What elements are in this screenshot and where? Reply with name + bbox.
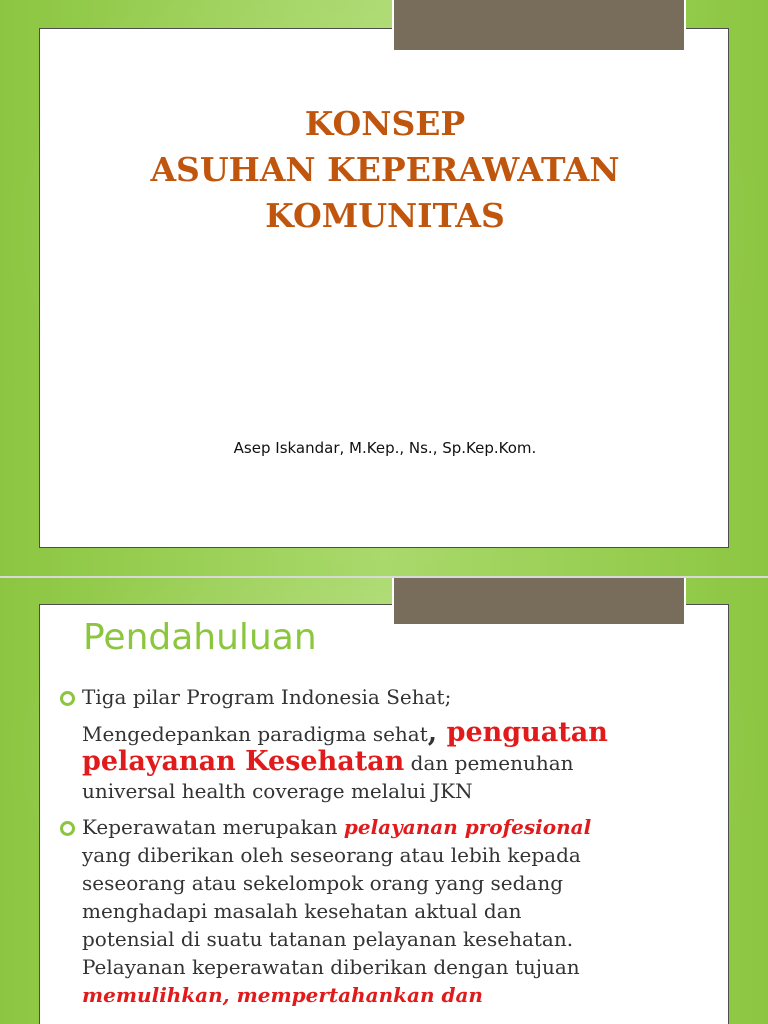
title-slide-panel	[39, 28, 729, 548]
section-title: Pendahuluan	[83, 617, 317, 658]
bullet2-line6: Pelayanan keperawatan diberikan dengan tujuan	[82, 955, 580, 979]
bullet1-line1: Tiga pilar Program Indonesia Sehat;	[82, 685, 452, 709]
content-slide-panel	[39, 604, 729, 1024]
slide-title-line-2: ASUHAN KEPERAWATAN	[150, 150, 620, 189]
bullet2-line5: potensial di suatu tatanan pelayanan kesehatan.	[82, 927, 574, 951]
decorative-tab	[392, 0, 686, 52]
slide-title	[40, 101, 730, 239]
bullet1-rest-1: dan pemenuhan	[404, 751, 574, 775]
bullet2-start: Keperawatan merupakan	[82, 815, 344, 839]
slide-content	[58, 683, 718, 1009]
bullet2-line3: seseorang atau sekelompok orang yang sedang	[82, 871, 564, 895]
author-name: Asep Iskandar, M.Kep., Ns., Sp.Kep.Kom.	[233, 439, 537, 457]
bullet1-emphasis-2: pelayanan Kesehatan	[82, 746, 405, 777]
bullet2-emphasis: pelayanan profesional	[343, 815, 592, 839]
bullet2-line2: yang diberikan oleh seseorang atau lebih kepada	[82, 843, 581, 867]
bullet-circle-icon	[60, 821, 75, 836]
bullet1-line2	[82, 719, 718, 748]
bullet-circle-icon	[60, 691, 75, 706]
bullet-item-2	[58, 813, 718, 1009]
content-slide	[0, 578, 768, 1024]
bullet2-line1	[82, 813, 718, 841]
bullet1-comma: ,	[427, 717, 447, 748]
bullet2-emphasis-2: memulihkan, mempertahankan dan	[82, 983, 483, 1007]
bullet2-line4: menghadapi masalah kesehatan aktual dan	[82, 899, 522, 923]
bullet1-emphasis-1: penguatan	[446, 717, 608, 748]
decorative-tab	[392, 578, 686, 626]
bullet1-line3	[82, 748, 718, 777]
bullet-item-1	[58, 683, 718, 805]
bullet1-text: Mengedepankan paradigma sehat	[82, 722, 428, 746]
slide-title-line-1: KONSEP	[304, 104, 466, 143]
bullet1-line4: universal health coverage melalui JKN	[82, 779, 473, 803]
slide-title-line-3: KOMUNITAS	[265, 196, 505, 235]
